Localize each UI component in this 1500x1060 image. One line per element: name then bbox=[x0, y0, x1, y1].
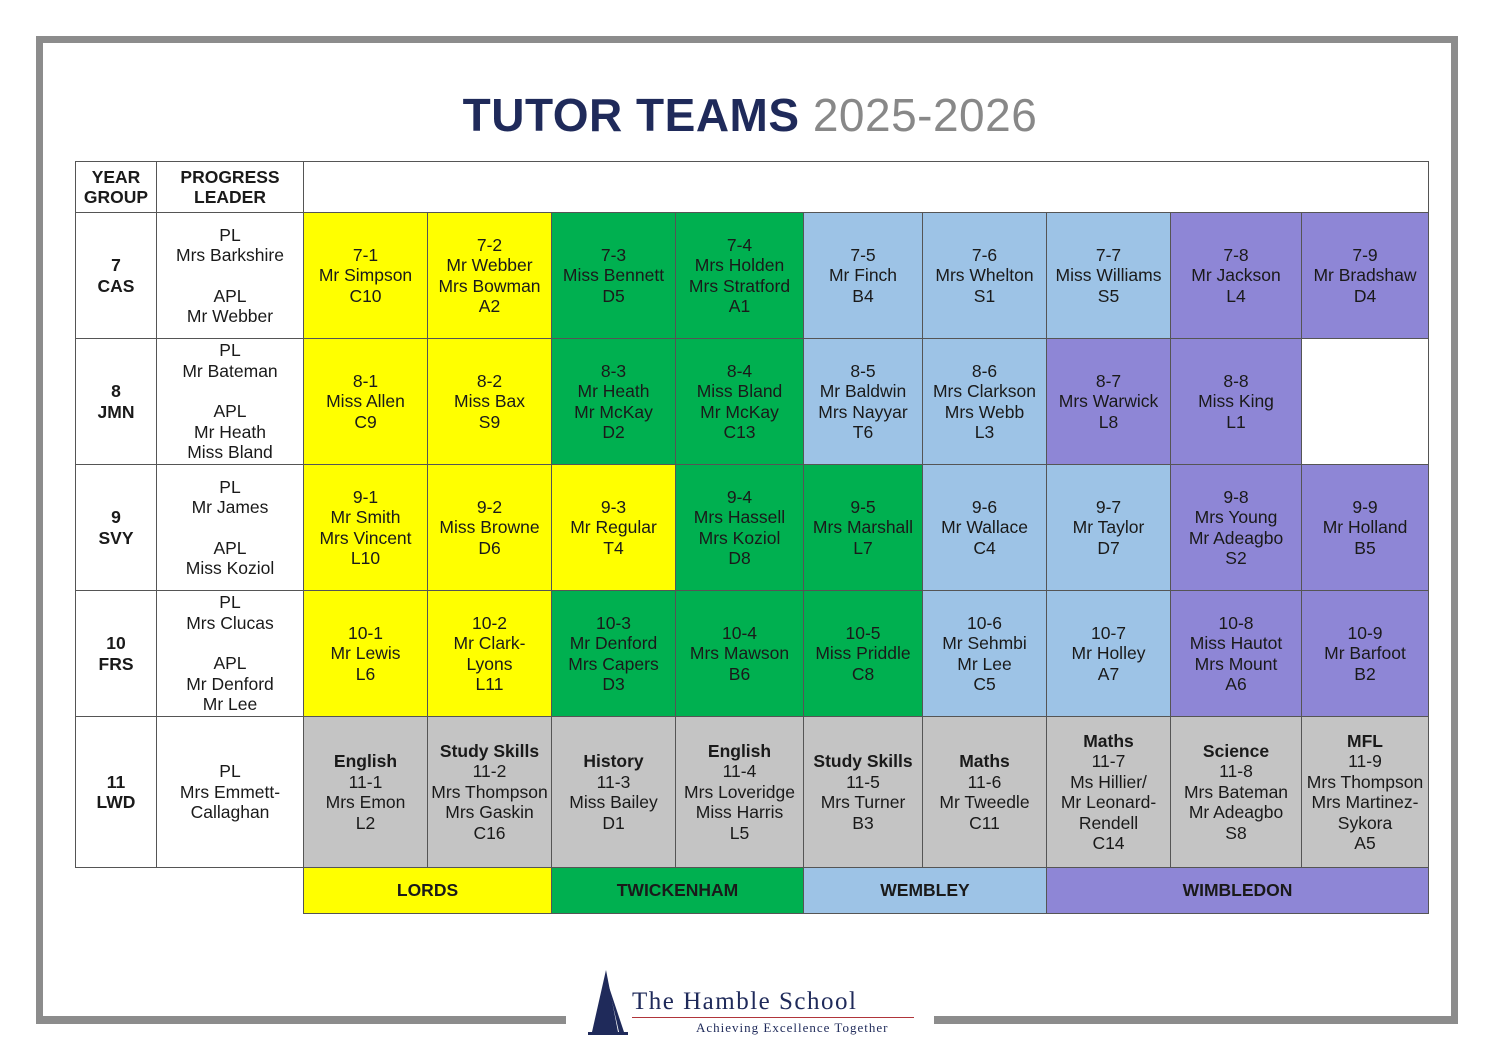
cell-line: Mr Finch bbox=[828, 265, 898, 286]
cell-line: Miss Priddle bbox=[815, 643, 911, 664]
form-cell bbox=[1171, 213, 1302, 339]
form-cell bbox=[1047, 339, 1171, 465]
cell-line: L2 bbox=[355, 812, 376, 833]
cell-line: Mrs Nayyar bbox=[818, 401, 908, 422]
cell-line: L1 bbox=[1226, 411, 1246, 432]
cell-line: Mrs Hassell bbox=[693, 507, 786, 527]
line-spacer bbox=[157, 633, 303, 653]
cell-line: Mr Barfoot bbox=[1324, 643, 1406, 664]
form-cell bbox=[804, 591, 923, 717]
title-year: 2025-2026 bbox=[812, 89, 1038, 141]
cell-line: Miss Bax bbox=[454, 391, 525, 412]
year-row bbox=[76, 465, 1429, 591]
house-wembley: WEMBLEY bbox=[804, 868, 1047, 914]
cell-line: Mrs Stratford bbox=[688, 275, 791, 296]
subject-label: MFL bbox=[1347, 730, 1383, 751]
cell-line: D2 bbox=[602, 422, 625, 442]
cell-line: 10 bbox=[106, 633, 126, 653]
cell-line: Mrs Bowman bbox=[438, 275, 541, 296]
cell-line: L3 bbox=[974, 422, 995, 442]
cell-line: Miss Bland bbox=[187, 442, 273, 463]
cell-line: Ms Hillier/ bbox=[1070, 771, 1147, 792]
cell-line: LEADER bbox=[194, 187, 266, 207]
cell-line: 9 bbox=[111, 507, 121, 527]
cell-line: Mr Regular bbox=[570, 517, 657, 538]
cell-line: B6 bbox=[728, 663, 751, 684]
form-cell bbox=[804, 213, 923, 339]
empty-cell bbox=[1302, 339, 1429, 465]
form-cell bbox=[304, 339, 428, 465]
cell-line: Mr Lewis bbox=[330, 643, 401, 664]
cell-line: 10-3 bbox=[595, 612, 632, 633]
cell-line: S8 bbox=[1225, 822, 1247, 843]
form-cell bbox=[676, 591, 804, 717]
cell-line: B2 bbox=[1354, 663, 1376, 684]
cell-line: Lyons bbox=[466, 653, 513, 674]
cell-line: JMN bbox=[97, 401, 135, 422]
cell-line: D1 bbox=[602, 812, 625, 833]
cell-line: C13 bbox=[723, 422, 756, 442]
form-cell bbox=[923, 591, 1047, 717]
cell-line: C8 bbox=[851, 663, 875, 684]
cell-line: C16 bbox=[473, 822, 506, 843]
cell-line: Mr Webber bbox=[446, 255, 533, 275]
cell-line: 8 bbox=[111, 381, 121, 401]
cell-line: 9-4 bbox=[726, 486, 753, 507]
cell-line: 10-1 bbox=[347, 622, 384, 643]
form-cell bbox=[1302, 213, 1429, 339]
year-row bbox=[76, 213, 1429, 339]
cell-line: D3 bbox=[602, 674, 625, 694]
cell-line: L11 bbox=[475, 674, 504, 694]
form-cell bbox=[304, 717, 428, 868]
cell-line: Mr Lee bbox=[957, 653, 1012, 674]
form-cell bbox=[1302, 717, 1429, 868]
cell-line: Mrs Koziol bbox=[698, 527, 781, 548]
cell-line: 8-8 bbox=[1223, 370, 1249, 391]
cell-line: Miss Harris bbox=[695, 802, 784, 823]
form-cell bbox=[304, 213, 428, 339]
form-cell bbox=[1302, 465, 1429, 591]
cell-line: A2 bbox=[478, 296, 501, 316]
header-spacer bbox=[304, 162, 1429, 213]
cell-line: Mrs Barkshire bbox=[176, 245, 284, 265]
year-row bbox=[76, 717, 1429, 868]
cell-line: 10-5 bbox=[845, 622, 881, 643]
cell-line: Mr Bradshaw bbox=[1313, 265, 1417, 286]
cell-line: APL bbox=[213, 401, 247, 422]
cell-line: SVY bbox=[98, 527, 134, 548]
cell-line: Mrs Bateman bbox=[1183, 781, 1289, 802]
cell-line: Miss Bland bbox=[696, 381, 783, 401]
progress-leader-cell bbox=[157, 717, 304, 868]
cell-line: 7-1 bbox=[352, 244, 379, 265]
cell-line: Miss Williams bbox=[1055, 265, 1162, 286]
cell-line: 8-5 bbox=[850, 360, 876, 381]
cell-line: 9-8 bbox=[1223, 486, 1249, 507]
cell-line: C9 bbox=[354, 411, 377, 432]
cell-line: Mrs Turner bbox=[820, 792, 906, 812]
cell-line: 9-2 bbox=[476, 496, 503, 517]
subject-label: Maths bbox=[1083, 730, 1134, 751]
cell-line: Mr Denford bbox=[569, 633, 658, 653]
cell-line: Miss Hautot bbox=[1189, 633, 1283, 653]
cell-line: C11 bbox=[969, 812, 1000, 833]
cell-line: Mrs Thompson bbox=[431, 781, 548, 802]
cell-line: Mr Clark- bbox=[453, 633, 526, 653]
cell-line: C5 bbox=[973, 674, 996, 694]
cell-line: B5 bbox=[1354, 537, 1376, 558]
cell-line: Mrs Thompson bbox=[1306, 771, 1424, 792]
logo-divider bbox=[632, 1017, 914, 1018]
cell-line: 11-1 bbox=[348, 771, 383, 792]
form-cell bbox=[923, 213, 1047, 339]
cell-line: 10-7 bbox=[1090, 622, 1127, 643]
cell-line: Mr Tweedle bbox=[939, 792, 1030, 812]
subject-label: Science bbox=[1202, 740, 1270, 761]
cell-line: Miss Koziol bbox=[185, 558, 275, 578]
cell-line: C14 bbox=[1092, 833, 1125, 853]
cell-line: Mr Jackson bbox=[1191, 265, 1281, 286]
cell-line: A7 bbox=[1097, 663, 1120, 684]
form-cell bbox=[676, 465, 804, 591]
cell-line: Mr Lee bbox=[202, 694, 258, 715]
cell-line: Mrs Mawson bbox=[689, 643, 790, 664]
subject-label: Maths bbox=[959, 751, 1010, 771]
school-name: The Hamble School bbox=[632, 988, 858, 1015]
cell-line: L4 bbox=[1226, 285, 1246, 306]
progress-leader-cell bbox=[157, 213, 304, 339]
cell-line: Mr Adeagbo bbox=[1188, 802, 1284, 823]
cell-line: Mr Holland bbox=[1322, 517, 1408, 538]
cell-line: 10-2 bbox=[471, 612, 508, 633]
progress-leader-header bbox=[157, 162, 304, 213]
cell-line: 9-9 bbox=[1352, 496, 1378, 517]
house-wimbledon: WIMBLEDON bbox=[1047, 868, 1429, 914]
line-spacer bbox=[157, 266, 303, 286]
cell-line: 10-6 bbox=[966, 612, 1003, 633]
form-cell bbox=[1171, 465, 1302, 591]
cell-line: L8 bbox=[1098, 411, 1119, 432]
cell-line: Mrs Holden bbox=[694, 255, 785, 275]
cell-line: Callaghan bbox=[190, 802, 270, 823]
cell-line: Mrs Clarkson bbox=[932, 381, 1037, 401]
cell-line: 10-9 bbox=[1347, 622, 1383, 643]
line-spacer bbox=[157, 381, 303, 401]
form-cell bbox=[552, 591, 676, 717]
cell-line: 7-2 bbox=[476, 234, 503, 255]
cell-line: 11-6 bbox=[967, 771, 1002, 792]
cell-line: 8-4 bbox=[726, 360, 753, 381]
form-cell bbox=[1302, 591, 1429, 717]
cell-line: LWD bbox=[96, 792, 136, 812]
progress-leader-cell bbox=[157, 339, 304, 465]
cell-line: L10 bbox=[350, 548, 381, 568]
house-twickenham: TWICKENHAM bbox=[552, 868, 804, 914]
cell-line: 11 bbox=[106, 771, 126, 792]
cell-line: Mr Webber bbox=[186, 306, 274, 326]
cell-line: 7-9 bbox=[1352, 244, 1378, 265]
cell-line: D6 bbox=[478, 537, 501, 558]
cell-line: D8 bbox=[728, 548, 751, 568]
cell-line: CAS bbox=[97, 275, 135, 296]
cell-line: Mr Adeagbo bbox=[1188, 527, 1284, 548]
form-cell bbox=[428, 339, 552, 465]
form-cell bbox=[1047, 717, 1171, 868]
year-group-cell bbox=[76, 717, 157, 868]
cell-line: S9 bbox=[478, 411, 501, 432]
year-group-cell bbox=[76, 213, 157, 339]
house-lords: LORDS bbox=[304, 868, 552, 914]
cell-line: Mrs Marshall bbox=[812, 517, 914, 538]
cell-line: Mr McKay bbox=[574, 401, 653, 422]
cell-line: 10-4 bbox=[721, 622, 758, 643]
form-cell bbox=[804, 717, 923, 868]
cell-line: 7-5 bbox=[850, 244, 876, 265]
cell-line: 7-7 bbox=[1095, 244, 1122, 265]
form-cell bbox=[1047, 213, 1171, 339]
cell-line: 8-1 bbox=[352, 370, 379, 391]
subject-label: Study Skills bbox=[813, 751, 913, 771]
form-cell bbox=[552, 465, 676, 591]
cell-line: C4 bbox=[973, 537, 996, 558]
cell-line: Mr Leonard- bbox=[1060, 792, 1157, 812]
subject-label: Study Skills bbox=[439, 740, 540, 761]
progress-leader-cell bbox=[157, 465, 304, 591]
year-row bbox=[76, 591, 1429, 717]
cell-line: Rendell bbox=[1078, 812, 1139, 833]
cell-line: S5 bbox=[1097, 285, 1120, 306]
cell-line: 11-7 bbox=[1091, 751, 1126, 771]
cell-line: Mrs Martinez- bbox=[1311, 792, 1419, 812]
form-cell bbox=[1171, 717, 1302, 868]
cell-line: C10 bbox=[349, 285, 382, 306]
subject-label: English bbox=[707, 740, 772, 761]
cell-line: Mr McKay bbox=[700, 401, 779, 422]
cell-line: 9-1 bbox=[352, 486, 379, 507]
cell-line: Miss Bailey bbox=[569, 792, 658, 812]
cell-line: Mrs Emmett- bbox=[179, 781, 281, 802]
form-cell bbox=[1047, 465, 1171, 591]
cell-line: PL bbox=[219, 340, 241, 361]
sail-icon bbox=[588, 970, 628, 1036]
cell-line: 7-3 bbox=[600, 244, 627, 265]
cell-line: Mr Simpson bbox=[318, 265, 413, 286]
cell-line: D7 bbox=[1097, 537, 1120, 558]
cell-line: T6 bbox=[852, 422, 874, 442]
cell-line: D5 bbox=[602, 285, 625, 306]
form-cell bbox=[1171, 591, 1302, 717]
cell-line: L7 bbox=[853, 537, 873, 558]
cell-line: Mrs Emon bbox=[325, 792, 406, 812]
cell-line: APL bbox=[213, 285, 247, 306]
cell-line: Mr James bbox=[191, 497, 269, 517]
cell-line: B4 bbox=[852, 285, 874, 306]
cell-line: 7-8 bbox=[1223, 244, 1249, 265]
cell-line: Mr Taylor bbox=[1072, 517, 1145, 538]
cell-line: 9-6 bbox=[971, 496, 998, 517]
cell-line: 9-5 bbox=[850, 496, 876, 517]
cell-line: Mr Bateman bbox=[182, 360, 278, 381]
cell-line: YEAR bbox=[91, 166, 141, 187]
cell-line: 9-7 bbox=[1095, 496, 1122, 517]
cell-line: PL bbox=[219, 592, 241, 613]
form-cell bbox=[552, 339, 676, 465]
form-cell bbox=[552, 213, 676, 339]
cell-line: PL bbox=[219, 761, 241, 782]
cell-line: Mrs Gaskin bbox=[445, 802, 534, 823]
cell-line: A6 bbox=[1225, 674, 1247, 694]
form-cell bbox=[428, 591, 552, 717]
form-cell bbox=[923, 717, 1047, 868]
cell-line: Mrs Warwick bbox=[1058, 391, 1159, 412]
cell-line: Mr Baldwin bbox=[819, 381, 907, 401]
cell-line: Mr Sehmbi bbox=[942, 633, 1027, 653]
cell-line: 9-3 bbox=[600, 496, 627, 517]
cell-line: Mr Denford bbox=[186, 673, 274, 694]
cell-line: 11-8 bbox=[1219, 761, 1253, 782]
progress-leader-cell bbox=[157, 591, 304, 717]
form-cell bbox=[676, 717, 804, 868]
form-cell bbox=[428, 213, 552, 339]
cell-line: T4 bbox=[603, 537, 624, 558]
header-row bbox=[76, 162, 1429, 213]
cell-line: Miss Allen bbox=[326, 391, 405, 412]
form-cell bbox=[428, 465, 552, 591]
form-cell bbox=[804, 339, 923, 465]
cell-line: A5 bbox=[1354, 833, 1376, 853]
page-title bbox=[0, 88, 1500, 142]
cell-line: S1 bbox=[973, 285, 996, 306]
cell-line: Mrs Young bbox=[1194, 507, 1278, 527]
cell-line: 10-8 bbox=[1218, 612, 1254, 633]
cell-line: APL bbox=[213, 653, 247, 674]
cell-line: GROUP bbox=[83, 187, 149, 207]
cell-line: A1 bbox=[728, 296, 751, 316]
school-logo bbox=[566, 960, 934, 1040]
cell-line: PROGRESS bbox=[180, 166, 280, 187]
form-cell bbox=[1171, 339, 1302, 465]
cell-line: Mr Smith bbox=[330, 507, 401, 527]
cell-line: 7 bbox=[111, 255, 121, 275]
cell-line: Mrs Loveridge bbox=[684, 781, 795, 802]
school-motto: Achieving Excellence Together bbox=[696, 1020, 889, 1035]
legend-spacer bbox=[76, 868, 304, 914]
cell-line: Miss Bennett bbox=[562, 265, 665, 286]
cell-line: B3 bbox=[852, 812, 874, 833]
cell-line: 8-3 bbox=[600, 360, 627, 381]
cell-line: Mrs Clucas bbox=[186, 612, 274, 633]
cell-line: Mr Heath bbox=[577, 381, 650, 401]
form-cell bbox=[304, 465, 428, 591]
cell-line: APL bbox=[213, 537, 247, 558]
cell-line: Mrs Whelton bbox=[935, 265, 1034, 286]
cell-line: 11-4 bbox=[722, 761, 757, 782]
subject-label: History bbox=[583, 751, 644, 771]
cell-line: PL bbox=[219, 476, 241, 497]
cell-line: Mrs Webb bbox=[944, 401, 1025, 422]
tutor-teams-table bbox=[75, 161, 1429, 914]
cell-line: 11-9 bbox=[1348, 751, 1382, 771]
cell-line: S2 bbox=[1225, 548, 1247, 568]
cell-line: 8-2 bbox=[476, 370, 503, 391]
year-group-cell bbox=[76, 465, 157, 591]
form-cell bbox=[804, 465, 923, 591]
form-cell bbox=[923, 465, 1047, 591]
cell-line: D4 bbox=[1353, 285, 1377, 306]
page-border-bottom-right bbox=[934, 1016, 1458, 1024]
cell-line: Miss Browne bbox=[439, 517, 540, 538]
page-border-bottom-left bbox=[36, 1016, 566, 1024]
cell-line: 8-6 bbox=[971, 360, 998, 381]
cell-line: Mrs Capers bbox=[568, 653, 659, 674]
cell-line: 7-6 bbox=[971, 244, 998, 265]
cell-line: Mr Heath bbox=[194, 421, 266, 442]
title-main: TUTOR TEAMS bbox=[462, 89, 800, 141]
cell-line: Mr Holley bbox=[1071, 643, 1146, 664]
form-cell bbox=[428, 717, 552, 868]
year-group-cell bbox=[76, 591, 157, 717]
cell-line: FRS bbox=[98, 653, 134, 674]
form-cell bbox=[1047, 591, 1171, 717]
table-body bbox=[76, 162, 1429, 914]
cell-line: Mr Wallace bbox=[941, 517, 1028, 538]
cell-line: L5 bbox=[729, 822, 750, 843]
cell-line: 7-4 bbox=[726, 234, 753, 255]
cell-line: 11-5 bbox=[846, 771, 880, 792]
line-spacer bbox=[157, 518, 303, 538]
cell-line: 11-2 bbox=[472, 761, 507, 782]
subject-label: English bbox=[333, 751, 398, 771]
year-group-header bbox=[76, 162, 157, 213]
year-group-cell bbox=[76, 339, 157, 465]
form-cell bbox=[676, 339, 804, 465]
cell-line: L6 bbox=[355, 663, 376, 684]
cell-line: Mrs Mount bbox=[1194, 653, 1278, 674]
form-cell bbox=[676, 213, 804, 339]
year-row bbox=[76, 339, 1429, 465]
cell-line: Mrs Vincent bbox=[319, 527, 412, 548]
form-cell bbox=[923, 339, 1047, 465]
cell-line: PL bbox=[219, 224, 241, 245]
cell-line: 11-3 bbox=[596, 771, 631, 792]
cell-line: 8-7 bbox=[1095, 370, 1122, 391]
form-cell bbox=[304, 591, 428, 717]
cell-line: Miss King bbox=[1198, 391, 1274, 412]
cell-line: Sykora bbox=[1337, 812, 1393, 833]
house-legend-row bbox=[76, 868, 1429, 914]
form-cell bbox=[552, 717, 676, 868]
